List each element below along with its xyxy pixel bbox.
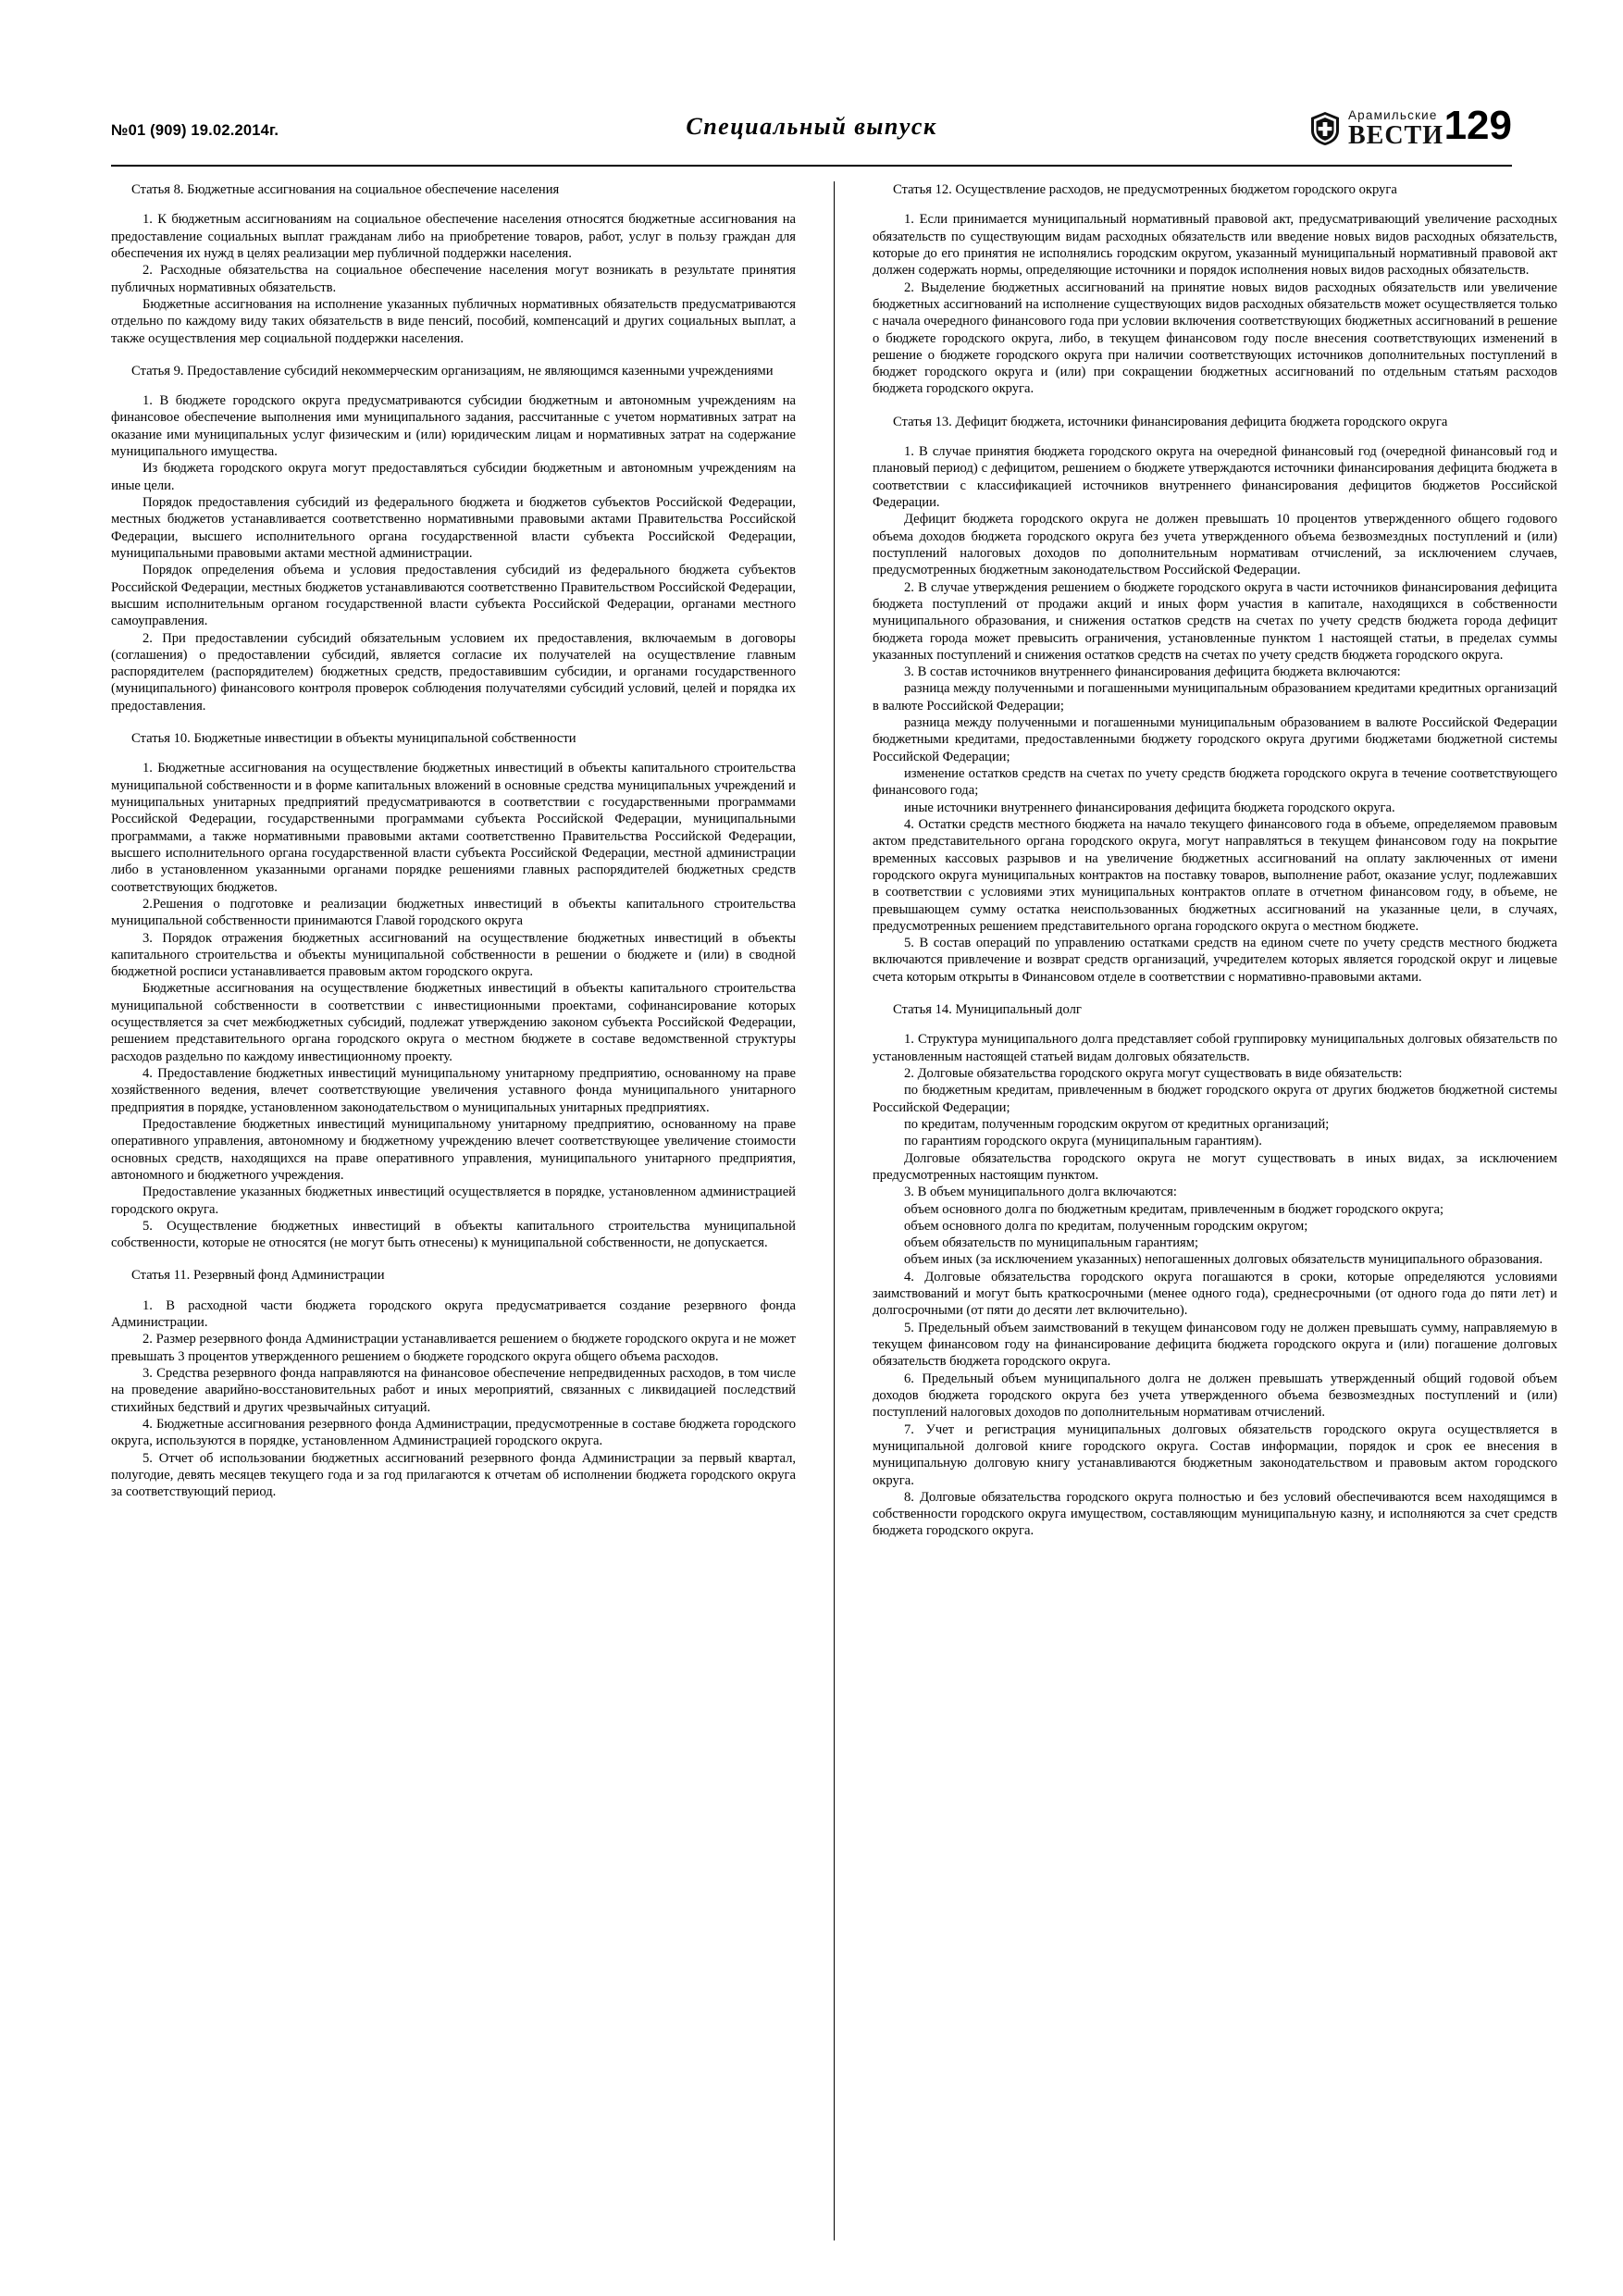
article-paragraph: 2.Решения о подготовке и реализации бюджетных инвестиций в объекты капитального строительства муниципальной собственности принимаются Главой городского округа xyxy=(111,896,796,929)
article-paragraph: объем иных (за исключением указанных) непогашенных долговых обязательств муниципального образования. xyxy=(904,1252,1543,1268)
article-paragraph: 4. Долговые обязательства городского округа погашаются в сроки, которые определяются условиями заимствований и могут быть краткосрочными (менее одного года), среднесрочными (от одного года до пяти лет) и долгосрочными (от пяти до десяти лет включительно). xyxy=(873,1269,1557,1319)
article-paragraph: 1. К бюджетным ассигнованиям на социальное обеспечение населения относятся бюджетные ассигнования на предоставление социальных выплат гражданам либо на приобретение товаров, работ, услуг в пользу граждан для обеспечения их нужд в целях реализации мер публичной поддержки населения. xyxy=(111,212,796,261)
article-paragraph: 1. Если принимается муниципальный нормативный правовой акт, предусматривающий увеличение расходных обязательств по существующим видам расходных обязательств или введение новых видов расходных обязательств, которые до его принятия не исполнялись городским округом, указанный муниципальный нормативный правовой акт должен содержать нормы, определяющие источники и порядок исполнения новых видов расходных обязательств. xyxy=(873,212,1557,279)
page-number: 129 xyxy=(1443,103,1512,148)
article-paragraph: 1. В случае принятия бюджета городского округа на очередной финансовый год (очередной финансовый год и плановый период) с дефицитом, решением о бюджете утверждаются источники финансирования дефицита бюджета в соответствии с классификацией источников внутреннего финансирования дефицитов бюджетов Российской Федерации. xyxy=(873,444,1557,510)
article-paragraph: 1. Структура муниципального долга представляет собой группировку муниципальных долговых обязательств по установленным настоящей статьей видам долговых обязательств. xyxy=(873,1032,1557,1064)
article-paragraph: разница между полученными и погашенными муниципальным образованием кредитами кредитных организаций в валюте Российской Федерации; xyxy=(873,681,1557,714)
newspaper-logo xyxy=(1309,109,1443,149)
article-heading: Статья 9. Предоставление субсидий некоммерческим организациям, не являющимся казенными учреждениями xyxy=(131,363,774,379)
left-column xyxy=(111,181,796,2240)
article-paragraph: Порядок предоставления субсидий из федерального бюджета и бюджетов субъектов Российской Федерации, местных бюджетов устанавливается соответственно нормативными правовыми актами Правительства Российской Федерации, высшего исполнительного органа государственной власти субъекта Российской Федерации, муниципальными правовыми актами местной администрации. xyxy=(111,495,796,561)
article-paragraph: Из бюджета городского округа могут предоставляться субсидии бюджетным и автономным учреждениям на иные цели. xyxy=(111,461,796,493)
article-heading: Статья 14. Муниципальный долг xyxy=(893,1002,1082,1018)
article-paragraph: 1. В расходной части бюджета городского округа предусматривается создание резервного фонда Администрации. xyxy=(111,1297,796,1331)
article-paragraph: 2. В случае утверждения решением о бюджете городского округа в части источников финансирования дефицита бюджета поступлений от продажи акций и иных форм участия в капитале, находящихся в собственности муниципального образования, и снижения остатков средств на счетах по учету средств бюджета города дефицит бюджета города может превысить ограничения, установленные пунктом 1 настоящей статьи, в пределах суммы указанных поступлений и снижения остатков средств на счетах по учету средств бюджета городского округа. xyxy=(873,579,1557,663)
article-paragraph: объем основного долга по бюджетным кредитам, привлеченным в бюджет городского округа; xyxy=(904,1201,1444,1217)
article-paragraph: 3. Средства резервного фонда направляются на финансовое обеспечение непредвиденных расходов, в том числе на проведение аварийно-восстановительных работ и иных мероприятий, связанных с ликвидацией последствий стихийных бедствий и других чрезвычайных ситуаций. xyxy=(111,1366,796,1415)
article-paragraph: 1. В бюджете городского округа предусматриваются субсидии бюджетным и автономным учреждениям на финансовое обеспечение выполнения ими муниципального задания, рассчитанные с учетом нормативных затрат на оказание ими муниципальных услуг физическим и (или) юридическим лицам и нормативных затрат на содержание муниципального имущества. xyxy=(111,393,796,460)
column-divider xyxy=(834,181,835,2240)
brand-name-main: ВЕСТИ xyxy=(1347,120,1443,150)
right-column xyxy=(873,181,1557,2240)
article-paragraph: 2. Размер резервного фонда Администрации устанавливается решением о бюджете городского округа и не может превышать 3 процентов утвержденного решением о бюджете городского округа общего объема расходов. xyxy=(111,1332,796,1364)
article-heading: Статья 8. Бюджетные ассигнования на социальное обеспечение населения xyxy=(131,182,560,197)
article-paragraph: 1. Бюджетные ассигнования на осуществление бюджетных инвестиций в объекты капитального строительства муниципальной собственности и в форме капитальных вложений в основные средства муниципальных учреждений и муниципальных унитарных предприятий предусматриваются в соответствии с государственными программами Российской Федерации, государственными программами субъекта Российской Федерации, муниципальными программами, а также нормативными правовыми актами соответственно Правительства Российской Федерации, высшего исполнительного органа государственной власти субъекта Российской Федерации, местной администрации либо в установленном указанными органами порядке решениями главных распорядителей бюджетных средств соответствующих бюджетов. xyxy=(111,761,796,895)
article-paragraph: 7. Учет и регистрация муниципальных долговых обязательств городского округа осуществляется в муниципальной долговой книге городского округа. Состав информации, порядок и срок ее внесения в муниципальную долговую книгу устанавливаются бюджетным законодательством и правовым актом городского округа. xyxy=(873,1421,1557,1488)
crest-icon xyxy=(1309,111,1341,146)
article-paragraph: изменение остатков средств на счетах по учету средств бюджета городского округа в течение соответствующего финансового года; xyxy=(873,766,1557,799)
edition-title: Специальный выпуск xyxy=(686,113,937,140)
article-paragraph: 2. Долговые обязательства городского округа могут существовать в виде обязательств: xyxy=(904,1066,1403,1081)
article-heading: Статья 10. Бюджетные инвестиции в объекты муниципальной собственности xyxy=(131,731,576,747)
article-columns xyxy=(111,181,1557,2240)
article-paragraph: 2. Расходные обязательства на социальное обеспечение населения могут возникать в результате принятия публичных нормативных обязательств. xyxy=(111,263,796,295)
article-paragraph: Долговые обязательства городского округа не могут существовать в иных видах, за исключением предусмотренных настоящим пунктом. xyxy=(873,1150,1557,1183)
article-paragraph: 4. Бюджетные ассигнования резервного фонда Администрации, предусмотренные в составе бюджета городского округа, используются в порядке, установленном Администрацией городского округа. xyxy=(111,1416,796,1449)
article-paragraph: объем основного долга по кредитам, полученным городским округом; xyxy=(904,1218,1308,1234)
article-paragraph: Бюджетные ассигнования на исполнение указанных публичных нормативных обязательств предусматриваются отдельно по каждому виду таких обязательств в виде пенсий, пособий, компенсаций и других социальных выплат, а также осуществления мер социальной поддержки населения. xyxy=(111,296,796,346)
article-paragraph: 5. В состав операций по управлению остатками средств на едином счете по учету средств местного бюджета включаются привлечение и возврат средств организаций, учредителем которых является городской округ и лицевые счета которым открыты в Финансовом отделе в соответствии с нормативно-правовыми актами. xyxy=(873,936,1557,985)
article-paragraph: 3. В состав источников внутреннего финансирования дефицита бюджета включаются: xyxy=(904,664,1401,680)
article-paragraph: 4. Остатки средств местного бюджета на начало текущего финансового года в объеме, определяемом правовым актом представительного органа городского округа, могут направляться в текущем финансовом году на покрытие временных кассовых разрывов и на увеличение бюджетных ассигнований на оплату заключенных от имени городского округа муниципальных контрактов на поставку товаров, выполнение работ, оказание услуг, подлежавших в соответствии с условиями этих муниципальных контрактов оплате в отчетном финансовом году, в объеме, не превышающем сумму остатка неиспользованных бюджетных ассигнований на указанные цели, в случаях, предусмотренных решением представительного органа городского округа о местном бюджете. xyxy=(873,816,1557,934)
article-paragraph: иные источники внутреннего финансирования дефицита бюджета городского округа. xyxy=(904,800,1395,815)
brand-name-top: Арамильские xyxy=(1347,108,1438,122)
article-paragraph: 2. Выделение бюджетных ассигнований на принятие новых видов расходных обязательств или увеличение бюджетных ассигнований на исполнение существующих видов расходных обязательств может осуществляется только с начала очередного финансового года при условии включения соответствующих бюджетных ассигнований в решение о бюджете городского округа, либо, в текущем финансовом году после внесения соответствующих изменений в решение о бюджете городского округа при наличии соответствующих источников дополнительных поступлений в бюджет городского округа и (или) при сокращении бюджетных ассигнований по отдельным статьям расходов бюджета городского округа. xyxy=(873,279,1557,397)
article-paragraph: 5. Предельный объем заимствований в текущем финансовом году не должен превышать сумму, направляемую в текущем финансовом году на финансирование дефицита бюджета городского округа и (или) погашение долговых обязательств бюджета городского округа. xyxy=(873,1320,1557,1370)
article-paragraph: Предоставление указанных бюджетных инвестиций осуществляется в порядке, установленном администрацией городского округа. xyxy=(111,1185,796,1217)
article-paragraph: 2. При предоставлении субсидий обязательным условием их предоставления, включаемым в договоры (соглашения) о предоставлении субсидий, является согласие их получателей на осуществление главным распорядителем (распорядителем) бюджетных средств, предоставившим субсидии, и органами государственного (муниципального) финансового контроля проверок соблюдения получателями субсидий условий, целей и порядка их предоставления. xyxy=(111,630,796,714)
article-paragraph: разница между полученными и погашенными муниципальным образованием в валюте Российской Федерации бюджетными кредитами, предоставленными бюджету городского округа другими бюджетами бюджетной системы Российской Федерации; xyxy=(873,715,1557,764)
article-paragraph: 3. Порядок отражения бюджетных ассигнований на осуществление бюджетных инвестиций в объекты капитального строительства и объекты муниципальной собственности в решении о бюджете и (или) в сводной бюджетной росписи устанавливается правовым актом городского округа. xyxy=(111,930,796,980)
article-heading: Статья 12. Осуществление расходов, не предусмотренных бюджетом городского округа xyxy=(893,182,1397,197)
article-heading: Статья 13. Дефицит бюджета, источники финансирования дефицита бюджета городского округа xyxy=(893,414,1448,429)
article-heading: Статья 11. Резервный фонд Администрации xyxy=(131,1268,385,1284)
article-paragraph: Порядок определения объема и условия предоставления субсидий из федерального бюджета субъектов Российской Федерации, местных бюджетов устанавливаются соответственно Правительством Российской Федерации, высшим исполнительным органом государственной власти субъекта Российской Федерации, органами местного самоуправления. xyxy=(111,563,796,629)
issue-info: №01 (909) 19.02.2014г. xyxy=(111,122,279,139)
article-paragraph: 3. В объем муниципального долга включаются: xyxy=(904,1185,1177,1200)
article-paragraph: 8. Долговые обязательства городского округа полностью и без условий обеспечиваются всем находящимся в собственности городского округа имуществом, составляющим муниципальную казну, и исполняются за счет средств бюджета городского округа. xyxy=(873,1489,1557,1539)
article-paragraph: 5. Отчет об использовании бюджетных ассигнований резервного фонда Администрации за первый квартал, полугодие, девять месяцев текущего года и за год прилагаются к отчетам об исполнении бюджета городского округа за соответствующий период. xyxy=(111,1450,796,1500)
article-paragraph: Дефицит бюджета городского округа не должен превышать 10 процентов утвержденного общего годового объема доходов бюджета городского округа без учета утвержденного объема безвозмездных поступлений и (или) поступлений налоговых доходов по дополнительным нормативам отчислений, за исключением случаев, предусмотренных бюджетным законодательством Российской Федерации. xyxy=(873,512,1557,578)
article-paragraph: по кредитам, полученным городским округом от кредитных организаций; xyxy=(904,1116,1330,1132)
article-paragraph: 4. Предоставление бюджетных инвестиций муниципальному унитарному предприятию, основанному на праве хозяйственного ведения, влечет соответствующие увеличения уставного фонда муниципального унитарного предприятия в порядке, установленном законодательством о муниципальных унитарных предприятиях. xyxy=(111,1066,796,1115)
article-paragraph: по гарантиям городского округа (муниципальным гарантиям). xyxy=(904,1134,1262,1149)
page-header xyxy=(111,103,1512,154)
article-paragraph: 6. Предельный объем муниципального долга не должен превышать утвержденный общий годовой объем доходов бюджета городского округа без учета утвержденного объема безвозмездных поступлений и (или) поступлений налоговых доходов по дополнительным нормативам отчислений. xyxy=(873,1371,1557,1421)
article-paragraph: объем обязательств по муниципальным гарантиям; xyxy=(904,1235,1199,1251)
article-paragraph: Предоставление бюджетных инвестиций муниципальному унитарному предприятию, основанному на праве оперативного управления, автономному и бюджетному учреждению влечет соответствующее увеличение стоимости основных средств, находящихся на праве оперативного управления, муниципального унитарного предприятия, автономного и бюджетного учреждения. xyxy=(111,1116,796,1183)
article-paragraph: Бюджетные ассигнования на осуществление бюджетных инвестиций в объекты капитального строительства муниципальной собственности в соответствии с инвестиционными проектами, софинансирование которых осуществляется за счет межбюджетных субсидий, подлежат утверждению законом субъекта Российской Федерации, решением представительного органа городского округа о местном бюджете в составе ведомственной структуры расходов раздельно по каждому инвестиционному проекту. xyxy=(111,981,796,1064)
article-paragraph: 5. Осуществление бюджетных инвестиций в объекты капитального строительства муниципальной собственности, которые не относятся (не могут быть отнесены) к муниципальной собственности, не допускается. xyxy=(111,1218,796,1251)
header-rule xyxy=(111,165,1512,167)
article-paragraph: по бюджетным кредитам, привлеченным в бюджет городского округа от других бюджетов бюджетной системы Российской Федерации; xyxy=(873,1083,1557,1115)
